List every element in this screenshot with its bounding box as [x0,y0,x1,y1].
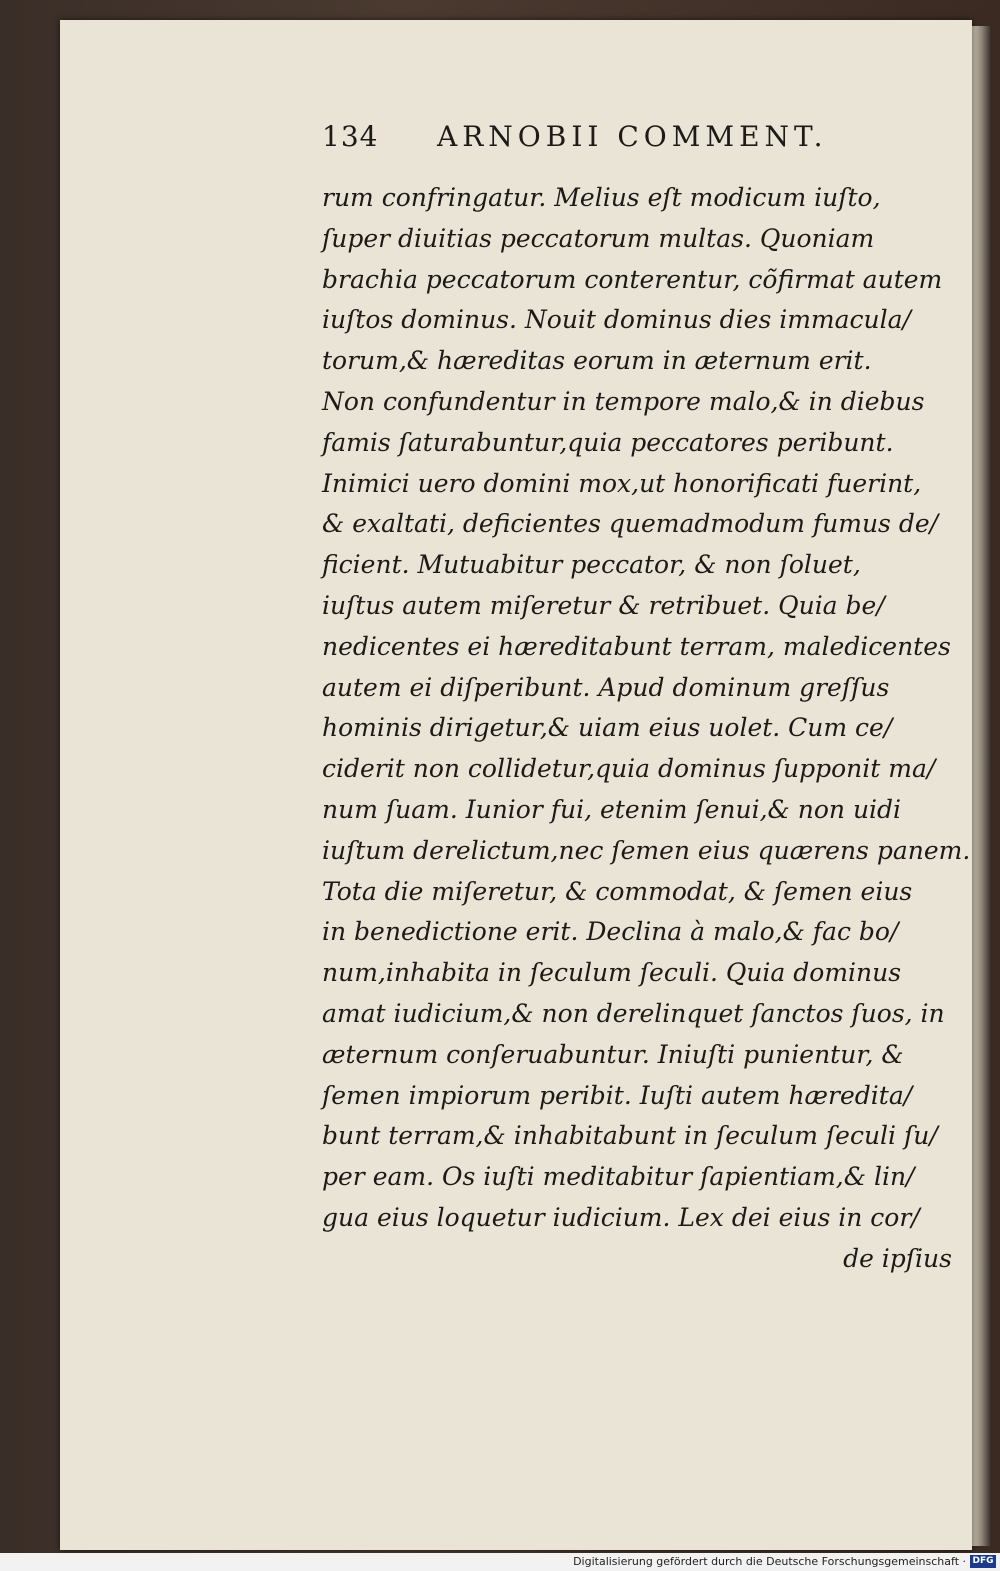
text-line: Inimici uero domini mox,ut honorificati fuerint, [322,468,922,498]
dfg-logo-icon: DFG [970,1555,996,1568]
text-line: æternum conſeruabuntur. Iniuſti punientur, & [322,1039,904,1069]
text-line: & exaltati, deficientes quemadmodum fumus de/ [322,509,939,539]
text-line: torum,& hæreditas eorum in æternum erit. [322,346,872,376]
text-line: iuſtos dominus. Nouit dominus dies immacula/ [322,305,911,335]
text-line: per eam. Os iuſti meditabitur ſapientiam,& lin/ [322,1162,915,1192]
page-edge-shadow [972,26,992,1546]
text-line: brachia peccatorum conterentur, cõfirmat autem [322,264,943,294]
text-line: num ſuam. Iunior fui, etenim ſenui,& non uidi [322,794,902,824]
digitization-footer [0,1553,1000,1571]
body-text [322,178,971,1280]
page-header [322,120,882,160]
text-line: famis ſaturabuntur,quia peccatores peribunt. [322,427,894,457]
text-line: amat iudicium,& non derelinquet ſanctos ſuos, in [322,998,945,1028]
text-line: Tota die miſeretur, & commodat, & ſemen eius [322,876,913,906]
text-line: num,inhabita in ſeculum ſeculi. Quia dominus [322,958,902,988]
text-line: ſemen impiorum peribit. Iuſti autem hæredita/ [322,1080,913,1110]
text-line: ficient. Mutuabitur peccator, & non ſoluet, [322,550,861,580]
text-line: gua eius loquetur iudicium. Lex dei eius in cor/ [322,1202,920,1232]
text-line: iuſtum derelictum,nec ſemen eius quærens panem. [322,835,971,865]
text-line: ciderit non collidetur,quia dominus ſupponit ma/ [322,754,936,784]
text-line: iuſtus autem miſeretur & retribuet. Quia be/ [322,590,885,620]
text-line: rum confringatur. Melius eſt modicum iuſto, [322,183,881,212]
text-line: hominis dirigetur,& uiam eius uolet. Cum ce/ [322,713,893,743]
text-line: bunt terram,& inhabitabunt in ſeculum ſeculi ſu/ [322,1121,938,1151]
funding-credit: Digitalisierung gefördert durch die Deutsche Forschungsgemeinschaft · [573,1555,966,1568]
text-line: autem ei diſperibunt. Apud dominum greſſus [322,672,890,702]
text-line: nedicentes ei hæreditabunt terram, maledicentes [322,631,951,661]
page-number: 134 [322,120,379,153]
catchword: de ipſius [843,1243,952,1273]
running-head: ARNOBII COMMENT. [437,120,828,153]
text-line: in benedictione erit. Declina à malo,& fac bo/ [322,917,899,947]
text-line: Non confundentur in tempore malo,& in diebus [322,386,925,416]
text-line: ſuper diuitias peccatorum multas. Quoniam [322,223,875,253]
